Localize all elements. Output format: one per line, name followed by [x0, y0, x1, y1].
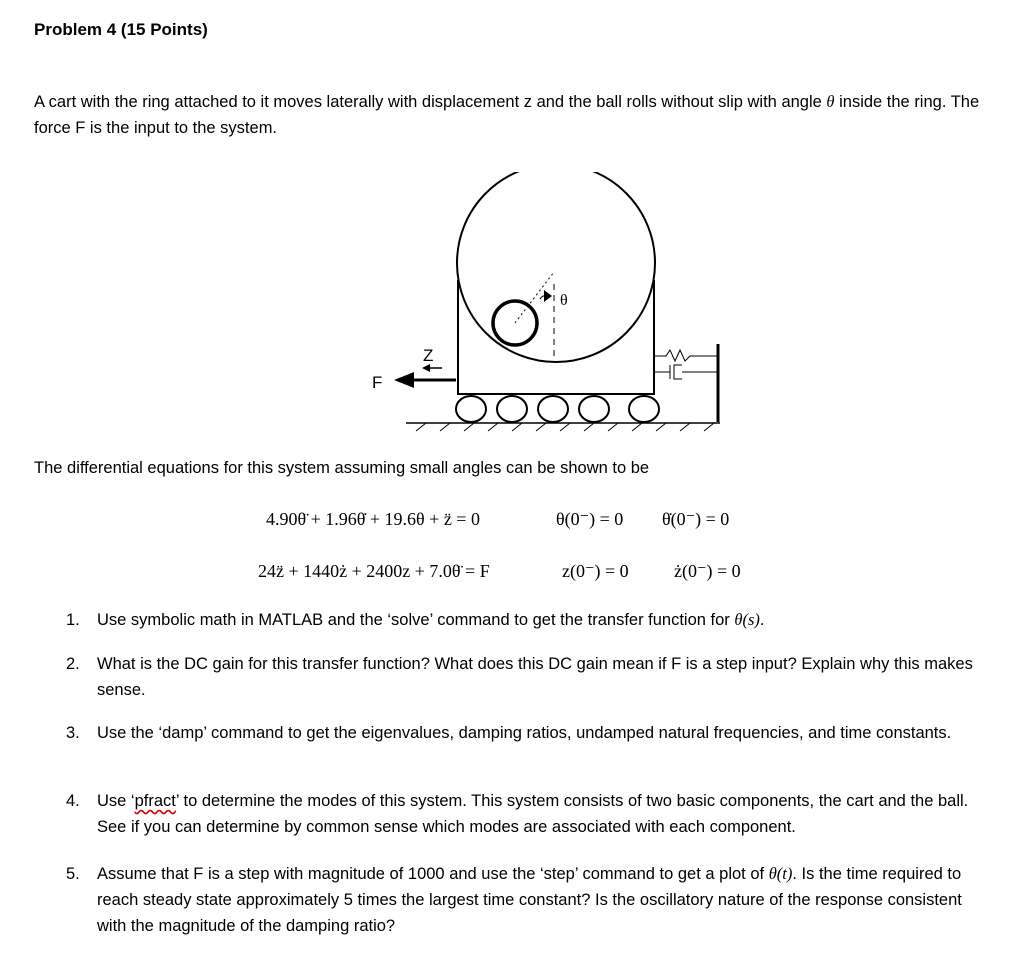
ground-hatching — [416, 423, 714, 431]
wheels — [456, 396, 659, 422]
question-text: Assume that F is a step with magnitude of 1000 and use the ‘step’ command to get a plot of θ(t). Is the time required to reach steady state approximately 5 times the largest time constant? Is the oscillatory nature of the response consistent with the magnitude of the damping ratio? — [97, 864, 962, 935]
z-arrow-head — [422, 364, 430, 372]
question-number: 3. — [66, 724, 80, 742]
wheel — [629, 396, 659, 422]
intro-text-2: inside the ring. The force F is the input to the system. — [34, 93, 980, 137]
question-number: 1. — [66, 611, 80, 629]
equation-1-ic-theta-dot: θ̇(0⁻) = 0 — [662, 509, 730, 529]
equation-1: 4.90θ̈ + 1.96θ̇ + 19.6θ + z̈ = 0 — [266, 509, 480, 529]
intro-text-1: A cart with the ring attached to it moves laterally with displacement z and the ball rolls without slip with angle — [34, 93, 827, 111]
wheel — [456, 396, 486, 422]
problem-title: Problem 4 (15 Points) — [34, 20, 208, 39]
wheel — [579, 396, 609, 422]
spring — [654, 350, 718, 361]
question-number: 4. — [66, 792, 80, 810]
question-text: Use symbolic math in MATLAB and the ‘solve’ command to get the transfer function for θ(s). — [97, 610, 765, 629]
question-number: 2. — [66, 655, 80, 673]
theta-label: θ — [560, 292, 568, 309]
question-text: What is the DC gain for this transfer function? What does this DC gain mean if F is a step input? Explain why this makes sense. — [97, 655, 973, 699]
pfract-command: pfract — [134, 792, 176, 810]
equation-2-ic-z-dot: ż(0⁻) = 0 — [674, 561, 741, 581]
z-label: Z — [423, 346, 434, 365]
equations-intro: The differential equations for this system assuming small angles can be shown to be — [34, 459, 650, 477]
equation-2-ic-z: z(0⁻) = 0 — [562, 561, 629, 581]
intro-theta: θ — [826, 92, 835, 111]
equation-2: 24z̈ + 1440ż + 2400z + 7.0θ̈ = F — [258, 561, 490, 581]
question-5-symbol: θ(t) — [768, 864, 793, 883]
wheel — [538, 396, 568, 422]
question-text: Use the ‘damp’ command to get the eigenvalues, damping ratios, undamped natural frequencies, and time constants. — [97, 724, 952, 742]
question-number: 5. — [66, 865, 80, 883]
damper — [654, 365, 718, 379]
f-label: F — [372, 373, 383, 392]
problem-intro — [34, 89, 994, 141]
question-text: Use ‘pfract’ to determine the modes of this system. This system consists of two basic components, the cart and the ball. See if you can determine by common sense which modes are associated with each component. — [97, 792, 969, 836]
cart-ring-ball-diagram — [360, 172, 740, 440]
theta-arrow-head — [544, 290, 552, 302]
wheel — [497, 396, 527, 422]
ring — [457, 172, 655, 362]
force-arrow-head — [394, 372, 414, 388]
question-1-symbol: θ(s) — [734, 610, 760, 629]
equation-1-ic-theta: θ(0⁻) = 0 — [556, 509, 624, 529]
